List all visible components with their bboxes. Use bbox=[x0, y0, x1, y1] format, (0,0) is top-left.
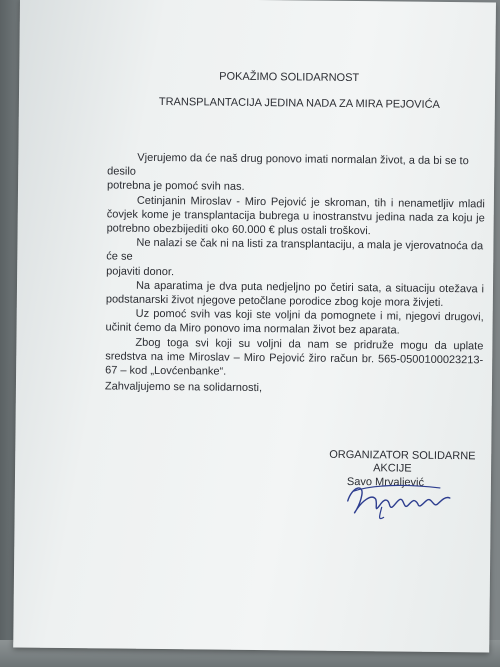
letter-body bbox=[105, 150, 485, 381]
text-line: Uz pomoć svih vas koji ste voljni da pomognete i mi, njegovi drugovi, učinit bbox=[105, 307, 484, 335]
paragraph bbox=[105, 307, 483, 339]
paragraph bbox=[107, 193, 485, 240]
text-line: kome je transplantacija bubrega u inostranstvu jedina nada za koju je potrebno bbox=[106, 208, 485, 235]
text-line: ime Miroslav – Miro Pejović žiro račun br. 565-0500100023213-67 – kod bbox=[105, 350, 484, 377]
text-line: „Lovćenbanke“. bbox=[150, 364, 227, 378]
document-title: POKAŽIMO SOLIDARNOST bbox=[219, 70, 360, 85]
text-line: obezbijediti oko 60.000 € plus ostali troškovi. bbox=[153, 222, 371, 238]
document-subtitle: TRANSPLANTACIJA JEDINA NADA ZA MIRA PEJOVIĆA bbox=[158, 95, 440, 111]
text-line: Ne nalazi se čak ni na listi za transplantaciju, a mala je vjerovatnoća da će se bbox=[106, 236, 484, 264]
text-line: pojaviti donor. bbox=[106, 265, 175, 278]
paragraph bbox=[105, 335, 483, 382]
text-line: Zbog toga svi koji su voljni da nam se pridruže mogu da uplate sredstva na bbox=[105, 336, 484, 363]
text-line: Cetinjanin Miroslav - Miro Pejović je skroman, tih i nenametljiv mladi čovjek bbox=[106, 194, 485, 221]
paragraph bbox=[106, 236, 484, 283]
document-page bbox=[13, 0, 496, 652]
text-line: Na aparatima je dva puta nedjeljno po četiri sata, a situaciju otežava i bbox=[135, 279, 485, 296]
text-line: potrebna je pomoć svih nas. bbox=[106, 179, 245, 194]
paragraph bbox=[106, 278, 484, 310]
text-line: podstanarski život njegove petočlane porodice zbog koje mora živjeti. bbox=[105, 293, 444, 309]
closing-line: Zahvaljujemo se na solidarnosti, bbox=[104, 380, 263, 395]
organizer-title: ORGANIZATOR SOLIDARNE bbox=[329, 448, 476, 463]
handwritten-signature bbox=[342, 477, 454, 524]
organizer-title-continued: AKCIJE bbox=[373, 462, 412, 475]
text-line: Vjerujemo da će naš drug ponovo imati normalan život, a da bi se to desilo bbox=[107, 151, 469, 178]
paragraph bbox=[107, 150, 485, 197]
text-line: ćemo da Miro ponovo ima normalan život bez aparata. bbox=[134, 322, 400, 337]
organizer-name: Savo Mrvaljević bbox=[346, 475, 425, 489]
